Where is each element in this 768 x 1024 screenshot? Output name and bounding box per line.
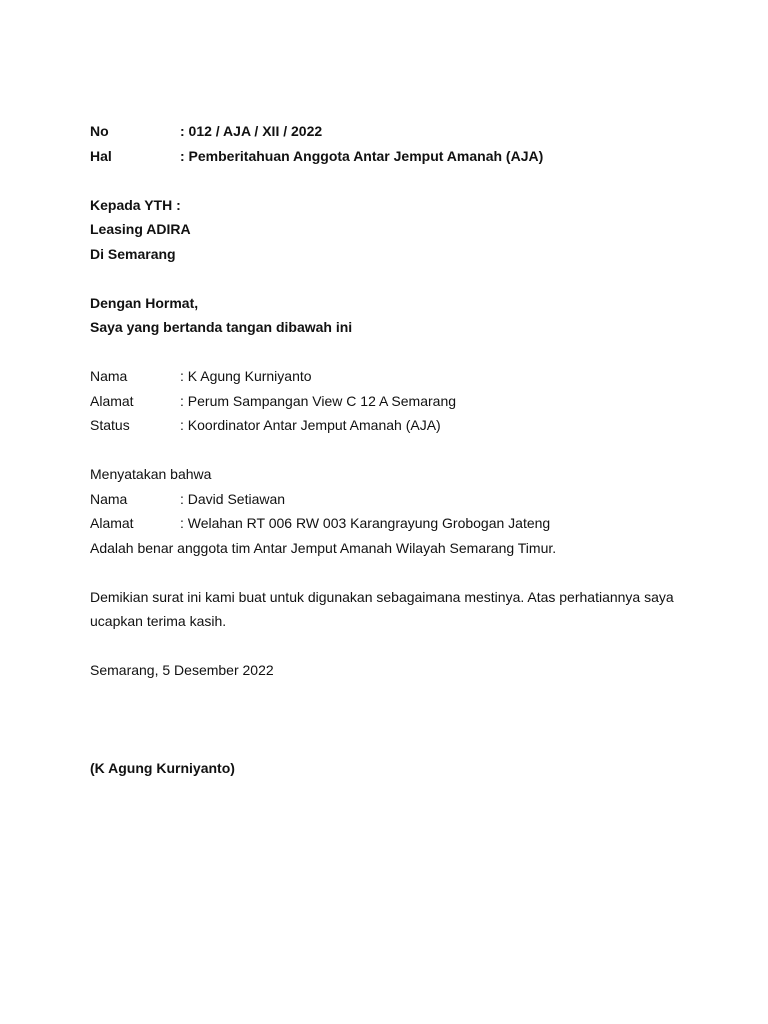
spacer [90, 438, 690, 463]
recipient-place: Di Semarang [90, 245, 176, 262]
signer-name-row [90, 364, 690, 389]
signer-address-label: Alamat [90, 392, 134, 409]
spacer [90, 560, 690, 585]
spacer [90, 634, 690, 659]
member-name-value: : David Setiawan [180, 490, 286, 507]
spacer [90, 340, 690, 365]
statement-intro: Menyatakan bahwa [90, 466, 212, 482]
signature-name: (K Agung Kurniyanto) [90, 760, 235, 776]
place-date: Semarang, 5 Desember 2022 [90, 662, 274, 678]
letter-subject-row [90, 144, 690, 169]
recipient-to: Kepada YTH : [90, 196, 181, 213]
signer-name-label: Nama [90, 368, 128, 384]
closing-line-2: ucapkan terima kasih. [90, 613, 227, 629]
member-name-label: Nama [90, 490, 128, 507]
signer-status-label: Status [90, 417, 130, 433]
letter-subject-value: : Pemberitahuan Anggota Antar Jemput Amanah (AJA) [180, 147, 544, 164]
spacer [90, 266, 690, 291]
greeting: Dengan Hormat, [90, 294, 199, 311]
member-address-row [90, 511, 690, 536]
signer-status-value: : Koordinator Antar Jemput Amanah (AJA) [180, 417, 441, 433]
recipient-name: Leasing ADIRA [90, 221, 191, 237]
intro-text: Saya yang bertanda tangan dibawah ini [90, 319, 353, 335]
signer-status-row [90, 413, 690, 438]
member-address-value: : Welahan RT 006 RW 003 Karangrayung Grobogan Jateng [180, 515, 551, 531]
letter-number-value: : 012 / AJA / XII / 2022 [180, 123, 323, 139]
letter-subject-label: Hal [90, 147, 112, 164]
letter-number-label: No [90, 123, 109, 139]
signature-space [90, 683, 690, 757]
closing-line-1: Demikian surat ini kami buat untuk digunakan sebagaimana mestinya. Atas perhatiannya saya [90, 588, 674, 605]
member-address-label: Alamat [90, 515, 134, 531]
member-name-row [90, 487, 690, 512]
letter-body [90, 119, 690, 781]
signer-name-value: : K Agung Kurniyanto [180, 368, 312, 384]
spacer [90, 168, 690, 193]
statement-conclusion: Adalah benar anggota tim Antar Jemput Amanah Wilayah Semarang Timur. [90, 539, 557, 556]
signer-address-value: : Perum Sampangan View C 12 A Semarang [180, 392, 457, 409]
signer-address-row [90, 389, 690, 414]
letter-number-row [90, 119, 690, 144]
